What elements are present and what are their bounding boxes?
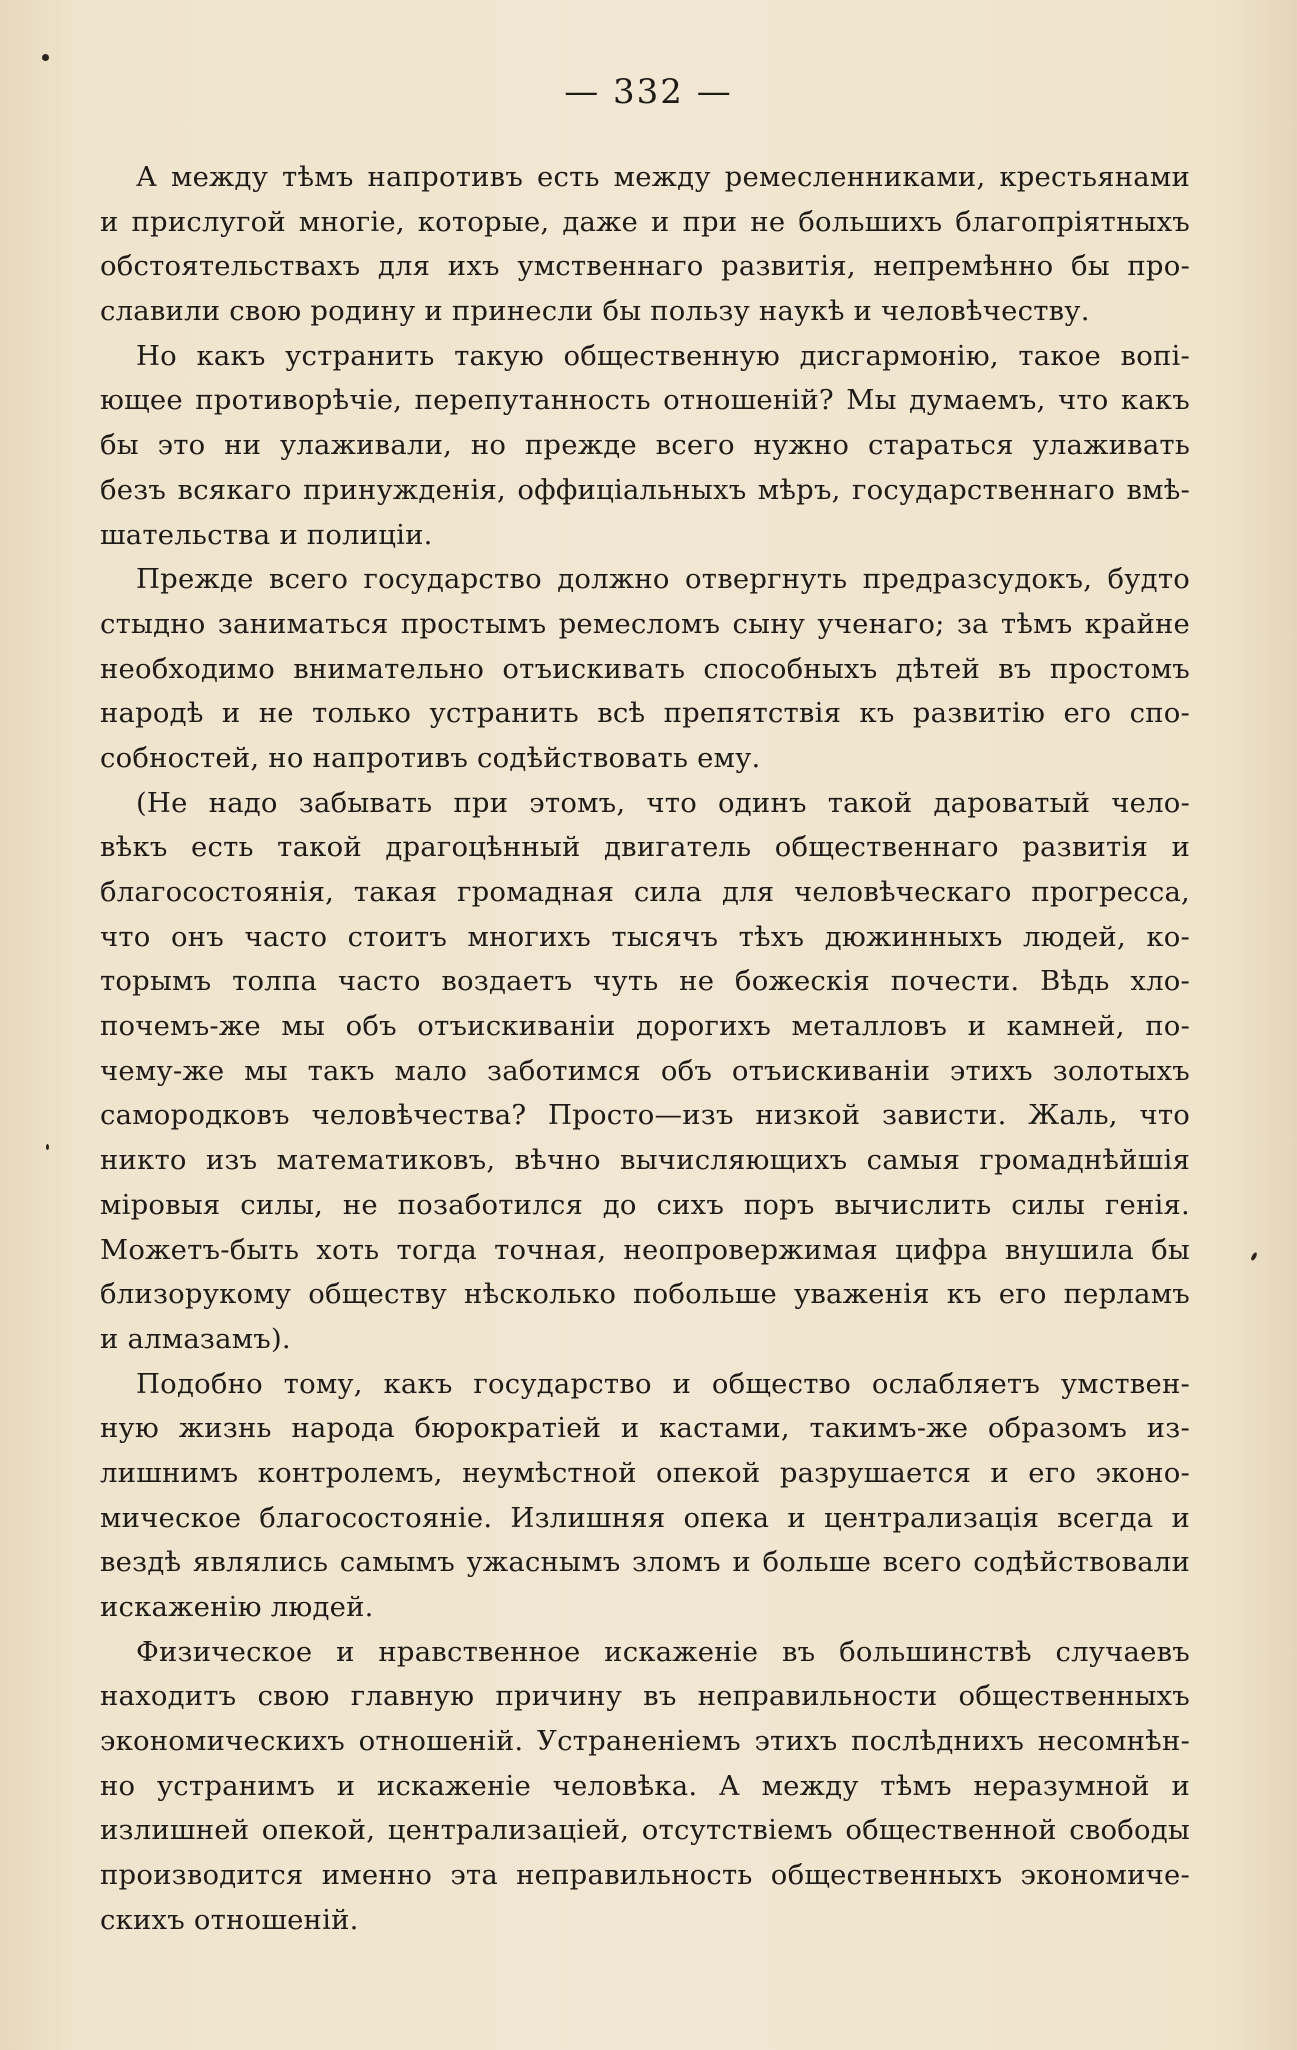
text-line: и алмазамъ). (100, 1322, 291, 1355)
text-line: безъ всякаго принужденія, оффиціальныхъ мѣръ, государственнаго вмѣ- (100, 473, 1190, 506)
text-line: Подобно тому, какъ государство и общество ослабляетъ умствен- (136, 1367, 1190, 1400)
text-line: ющее противорѣчіе, перепутанность отношеній? Мы думаемъ, что какъ (100, 384, 1190, 417)
text-line: что онъ часто стоитъ многихъ тысячъ тѣхъ дюжинныхъ людей, ко- (100, 920, 1190, 953)
text-line: стыдно заниматься простымъ ремесломъ сыну ученаго; за тѣмъ крайне (100, 607, 1190, 640)
paragraph-3 (100, 557, 1190, 780)
text-line: близорукому обществу нѣсколько побольше уваженія къ его перламъ (100, 1278, 1190, 1311)
text-line: собностей, но напротивъ содѣйствовать ему. (100, 741, 761, 774)
text-line: Физическое и нравственное искаженіе въ большинствѣ случаевъ (136, 1635, 1190, 1668)
text-line: обстоятельствахъ для ихъ умственнаго развитія, непремѣнно бы про- (100, 250, 1190, 283)
text-line: ную жизнь народа бюрократіей и кастами, такимъ-же образомъ из- (100, 1412, 1190, 1445)
text-line: чему-же мы такъ мало заботимся объ отъискиваніи этихъ золотыхъ (100, 1054, 1190, 1087)
text-line: но устранимъ и искаженіе человѣка. А между тѣмъ неразумной и (100, 1769, 1190, 1802)
text-line: искаженію людей. (100, 1591, 374, 1623)
text-line: экономическихъ отношеній. Устраненіемъ этихъ послѣднихъ несомнѣн- (100, 1725, 1190, 1758)
text-line: Прежде всего государство должно отвергнуть предразсудокъ, будто (136, 563, 1190, 596)
text-line: необходимо внимательно отъискивать способныхъ дѣтей въ простомъ (100, 652, 1190, 685)
text-line: шательства и полиціи. (100, 518, 433, 551)
text-line: Можетъ-быть хоть тогда точная, неопровержимая цифра внушила бы (100, 1233, 1190, 1266)
text-line: торымъ толпа часто воздаетъ чуть не божескія почести. Вѣдь хло- (100, 965, 1190, 998)
text-line: никто изъ математиковъ, вѣчно вычисляющихъ самыя громаднѣйшія (100, 1144, 1190, 1177)
text-line: почемъ-же мы объ отъискиваніи дорогихъ металловъ и камней, по- (100, 1010, 1190, 1043)
text-line: міровыя силы, не позаботился до сихъ поръ вычислить силы генія. (100, 1188, 1190, 1221)
text-line: самородковъ человѣчества? Просто—изъ низкой зависти. Жаль, что (100, 1099, 1190, 1132)
paragraph-5 (100, 1362, 1190, 1630)
text-line: лишнимъ контролемъ, неумѣстной опекой разрушается и его эконо- (100, 1456, 1190, 1489)
ink-speck (42, 54, 49, 61)
text-line: мическое благосостояніе. Излишняя опека и централизація всегда и (100, 1501, 1190, 1534)
text-line: народѣ и не только устранить всѣ препятствія къ развитію его спо- (100, 697, 1190, 730)
text-line: славили свою родину и принесли бы пользу наукѣ и человѣчеству. (100, 295, 1090, 328)
text-line: вездѣ являлись самымъ ужаснымъ зломъ и больше всего содѣйствовали (100, 1546, 1190, 1579)
text-line: излишней опекой, централизаціей, отсутствіемъ общественной свободы (100, 1814, 1190, 1847)
paragraph-2 (100, 334, 1190, 557)
text-line: благосостоянія, такая громадная сила для человѣческаго прогресса, (100, 876, 1190, 908)
paragraph-1 (100, 155, 1190, 334)
text-line: Но какъ устранить такую общественную дисгармонію, такое вопі- (136, 339, 1190, 372)
body-text (100, 155, 1190, 1943)
text-line: находитъ свою главную причину въ неправильности общественныхъ (100, 1680, 1190, 1713)
page-number: — 332 — (564, 72, 733, 112)
paragraph-6 (100, 1630, 1190, 1943)
paragraph-4 (100, 781, 1190, 1362)
text-line: и прислугой многіе, которые, даже и при не большихъ благопріятныхъ (100, 205, 1190, 238)
ink-speck (1250, 1252, 1258, 1262)
text-line: бы это ни улаживали, но прежде всего нужно стараться улаживать (100, 429, 1190, 462)
text-line: производится именно эта неправильность общественныхъ экономиче- (100, 1859, 1190, 1892)
text-line: А между тѣмъ напротивъ есть между ремесленниками, крестьянами (136, 161, 1190, 193)
text-line: (Не надо забывать при этомъ, что одинъ такой дароватый чело- (136, 786, 1190, 819)
text-line: вѣкъ есть такой драгоцѣнный двигатель общественнаго развитія и (100, 831, 1190, 864)
text-line: скихъ отношеній. (100, 1903, 359, 1936)
ink-speck (46, 1144, 49, 1150)
